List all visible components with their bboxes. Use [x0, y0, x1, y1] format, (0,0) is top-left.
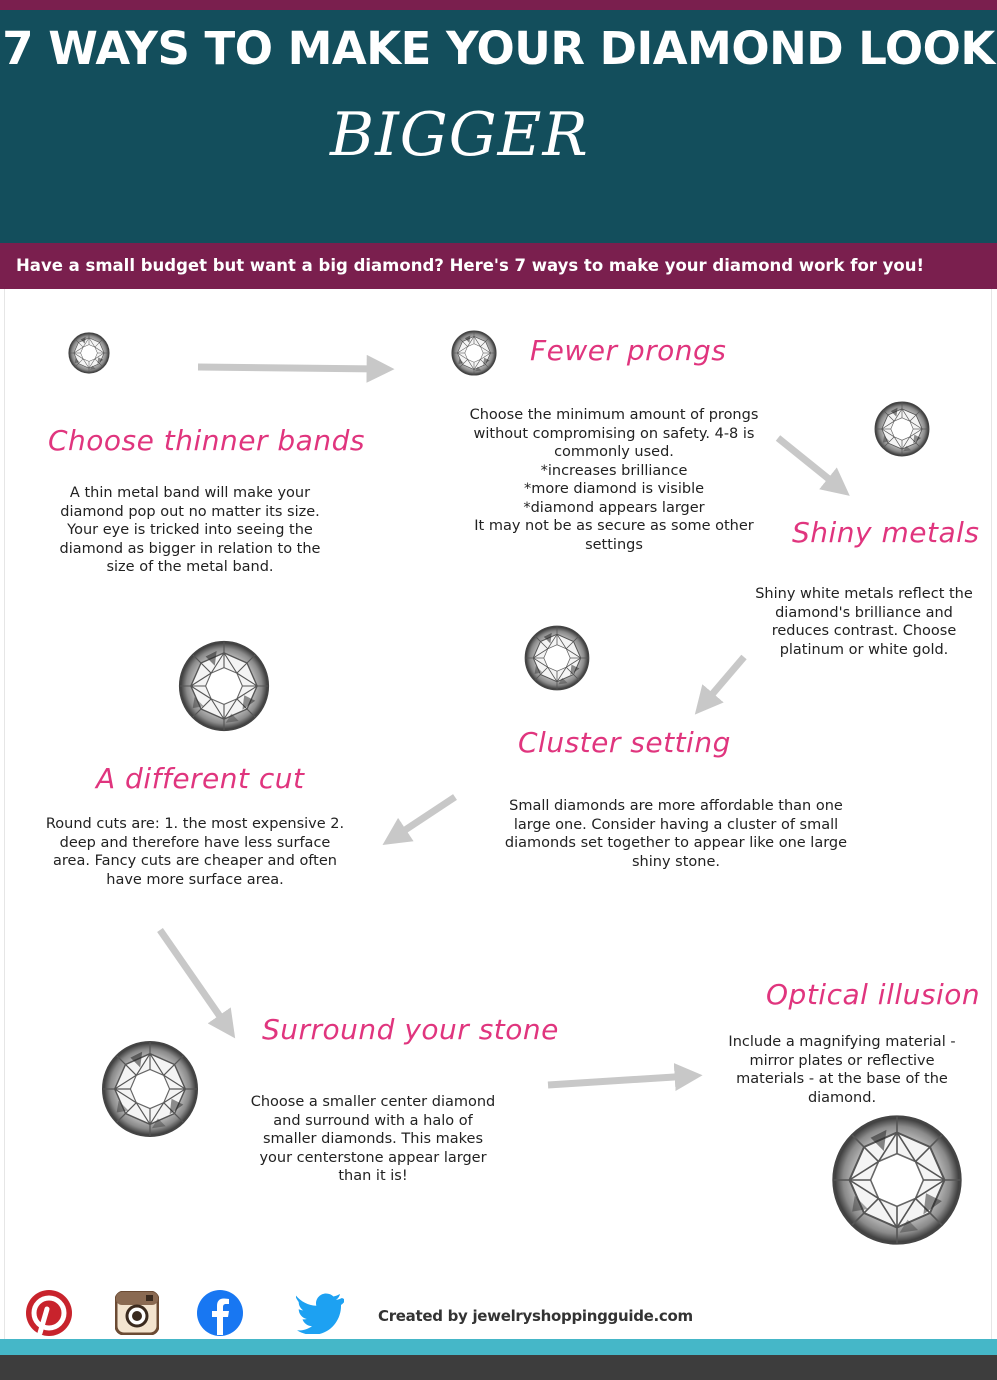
twitter-icon[interactable]	[296, 1292, 344, 1334]
diamond-icon	[524, 625, 590, 691]
diamond-icon	[831, 1114, 963, 1246]
footer-teal-bar	[0, 1339, 997, 1355]
page-title-emphasis: BIGGER	[330, 100, 589, 170]
tip-heading-shiny-metals: Shiny metals	[792, 516, 980, 549]
page-title: 7 WAYS TO MAKE YOUR DIAMOND LOOK	[2, 22, 995, 75]
tip-heading-fewer-prongs: Fewer prongs	[530, 334, 727, 367]
tip-bullet: *more diamond is visible	[523, 481, 705, 497]
facebook-icon[interactable]	[196, 1289, 244, 1337]
pinterest-icon[interactable]	[25, 1289, 73, 1337]
tip-text-optical-illusion: Include a magnifying material - mirror plates or reflective materials - at the base of the diamond.	[728, 1034, 956, 1106]
arrow-4	[393, 797, 455, 838]
tip-text-fewer-prongs-main: Choose the minimum amount of prongs without compromising on safety. 4-8 is commonly used.	[469, 407, 759, 460]
instagram-icon[interactable]	[115, 1291, 159, 1335]
diamond-icon	[101, 1040, 199, 1138]
arrow-6	[548, 1076, 690, 1085]
tip-note: It may not be as secure as some other settings	[474, 518, 754, 553]
tip-text-surround-stone: Choose a smaller center diamond and surround with a halo of smaller diamonds. This makes your centerstone appear larger than it is!	[250, 1094, 496, 1184]
diamond-icon	[178, 640, 270, 732]
tip-heading-different-cut: A different cut	[96, 762, 305, 795]
diamond-icon	[874, 401, 930, 457]
tip-bullet: *increases brilliance	[540, 462, 688, 479]
tip-heading-surround-stone: Surround your stone	[262, 1013, 559, 1046]
footer-dark-bar	[0, 1355, 997, 1380]
arrow-5	[160, 930, 228, 1028]
tip-heading-thinner-bands: Choose thinner bands	[48, 424, 365, 457]
arrow-3	[703, 657, 744, 705]
arrow-1	[198, 367, 382, 369]
diamond-icon	[68, 332, 110, 374]
tip-text-cluster-setting: Small diamonds are more affordable than one large one. Consider having a cluster of small diamonds set together to appear like one large shiny stone.	[504, 798, 848, 870]
footer-credit: Created by jewelryshoppingguide.com	[378, 1307, 693, 1325]
page-subtitle: Have a small budget but want a big diamond? Here's 7 ways to make your diamond work for you!	[16, 256, 925, 275]
tip-text-thinner-bands: A thin metal band will make your diamond pop out no matter its size. Your eye is tricked into seeing the diamond as bigger in relation to the size of the metal band.	[59, 485, 321, 575]
diamond-icon	[451, 330, 497, 376]
tip-heading-cluster-setting: Cluster setting	[518, 726, 731, 759]
tip-text-different-cut: Round cuts are: 1. the most expensive 2. deep and therefore have less surface area. Fancy cuts are cheaper and often have more surface area.	[45, 816, 345, 888]
tip-bullet: *diamond appears larger	[523, 499, 705, 516]
tip-heading-optical-illusion: Optical illusion	[766, 978, 981, 1011]
arrow-2	[778, 438, 840, 488]
tip-text-fewer-prongs	[455, 406, 773, 554]
tip-text-shiny-metals: Shiny white metals reflect the diamond's brilliance and reduces contrast. Choose platinum or white gold.	[755, 586, 973, 658]
